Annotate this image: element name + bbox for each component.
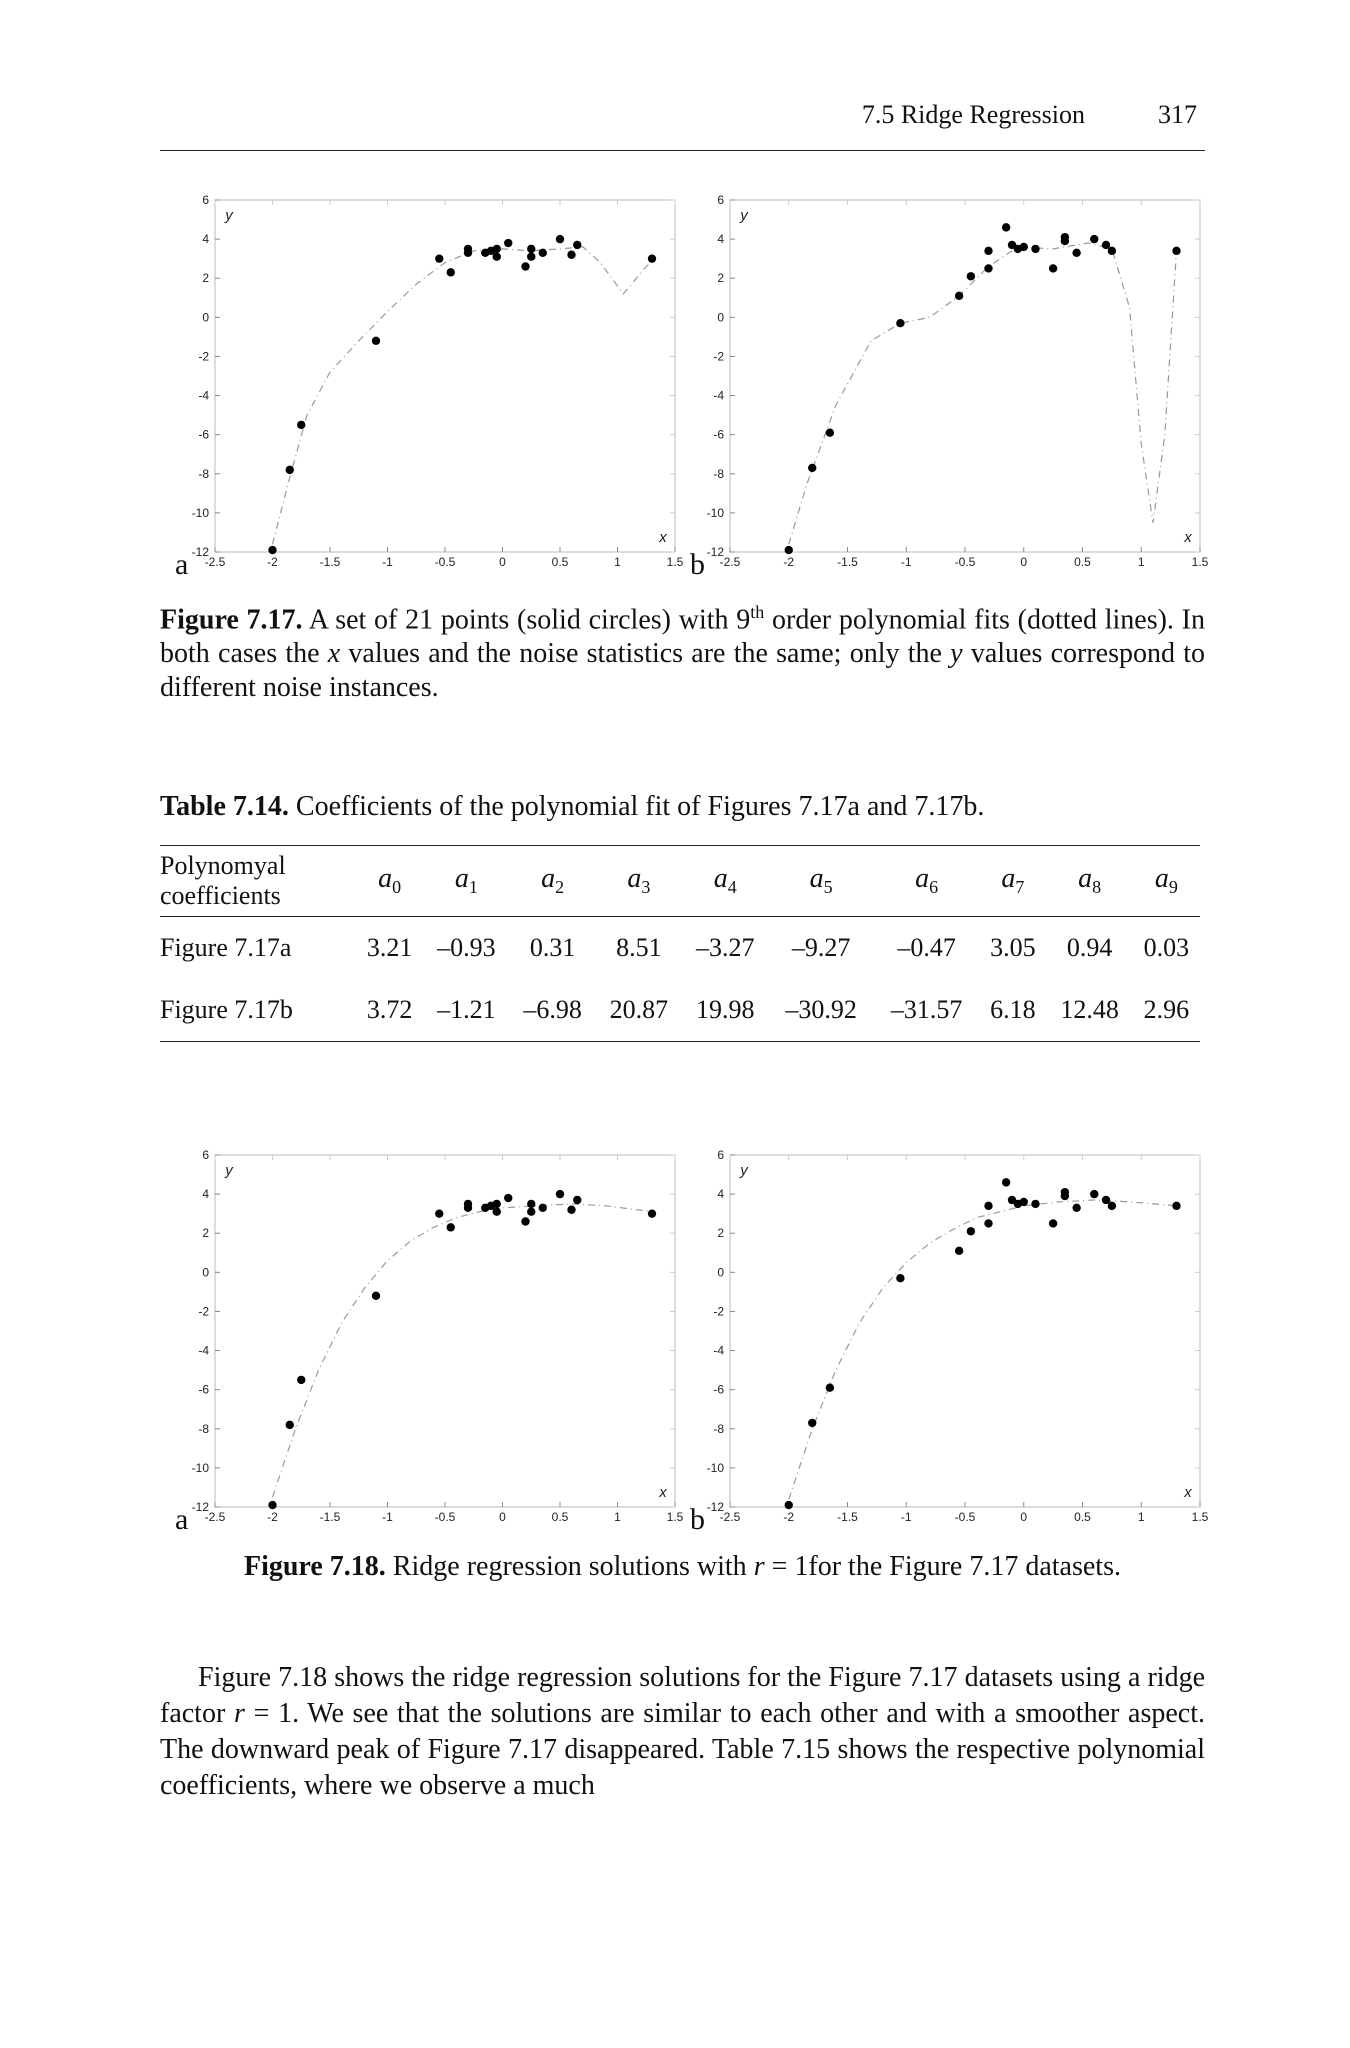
data-point [567, 1206, 575, 1214]
panel-letter: b [690, 1503, 705, 1536]
data-point [1049, 1219, 1057, 1227]
x-tick-label: -2.5 [204, 1510, 226, 1524]
data-point [527, 253, 535, 261]
x-axis-label: x [659, 529, 667, 546]
table-cell: –6.98 [523, 995, 582, 1024]
figure-7-17-caption [160, 595, 1205, 705]
caption-text: values correspond to different noise instances. [160, 638, 1205, 704]
y-tick-label: 6 [717, 1148, 724, 1162]
data-point [297, 421, 305, 429]
coef-index: 6 [929, 877, 939, 898]
data-point [808, 1419, 816, 1427]
data-point [955, 1247, 963, 1255]
data-point [521, 262, 529, 270]
header-line: Polynomyal [160, 851, 286, 880]
y-tick-label: 2 [202, 1226, 209, 1241]
x-tick-label: -0.5 [434, 1510, 456, 1524]
data-point [648, 1209, 656, 1217]
y-tick-label: -8 [713, 1421, 724, 1436]
data-point [286, 466, 294, 474]
x-tick-label: 1 [614, 555, 621, 569]
x-tick-label: -0.5 [954, 1510, 976, 1524]
data-point [808, 464, 816, 472]
data-point [1172, 1202, 1180, 1210]
coef-header [596, 846, 682, 917]
data-point [372, 1292, 380, 1300]
table-cell: –1.21 [437, 995, 496, 1024]
y-axis-label: y [740, 1162, 748, 1179]
coef-index: 0 [392, 877, 402, 898]
y-tick-label: -4 [198, 1343, 209, 1358]
table-cell: 0.94 [1066, 933, 1113, 962]
caption-text: Ridge regression solutions with [385, 1551, 754, 1582]
data-point [527, 1208, 535, 1216]
data-point [1002, 223, 1010, 231]
data-point [464, 249, 472, 257]
table-header-row [160, 846, 1200, 917]
table-cell: 6.18 [990, 995, 1036, 1024]
data-point [967, 1227, 975, 1235]
x-tick-label: 0 [499, 555, 506, 569]
y-tick-label: -4 [713, 388, 724, 403]
y-tick-label: -6 [713, 1382, 724, 1397]
y-tick-label: -4 [713, 1343, 724, 1358]
fit-curve [273, 1204, 653, 1497]
data-point [1020, 1198, 1028, 1206]
data-point [493, 1200, 501, 1208]
data-point [896, 1274, 904, 1282]
fit-curve [273, 247, 655, 544]
x-tick-label: 1.5 [666, 1510, 684, 1524]
figure-7-17a-plot [165, 190, 685, 590]
table-7-14-caption [160, 790, 1205, 824]
data-point [1061, 1192, 1069, 1200]
plot-frame [215, 1155, 675, 1507]
x-tick-label: -1.5 [837, 1510, 858, 1524]
data-point [493, 1208, 501, 1216]
x-tick-label: 0.5 [551, 555, 569, 569]
caption-variable: r [753, 1551, 765, 1582]
data-point [493, 245, 501, 253]
data-point [539, 249, 547, 257]
coef-header [768, 846, 873, 917]
y-tick-label: -2 [198, 349, 209, 364]
y-tick-label: -12 [706, 545, 724, 559]
section-title: 7.5 Ridge Regression [861, 100, 1085, 129]
figure-7-18-label: Figure 7.18. [244, 1551, 386, 1582]
coef-symbol: a [1001, 863, 1016, 895]
data-point [1020, 243, 1028, 251]
y-tick-label: -2 [713, 1304, 724, 1319]
y-tick-label: -10 [191, 1460, 209, 1475]
x-tick-label: 0.5 [1074, 555, 1091, 569]
x-tick-label: 1.5 [1191, 555, 1209, 569]
data-point [955, 292, 963, 300]
x-tick-label: -2 [783, 1510, 795, 1524]
data-point [447, 268, 455, 276]
y-tick-label: -6 [198, 427, 209, 442]
data-point [573, 241, 581, 249]
caption-text: A set of 21 points (solid circles) with 9 [302, 604, 751, 636]
data-point [1061, 237, 1069, 245]
coef-index: 2 [555, 877, 565, 898]
x-tick-label: 1 [1137, 555, 1145, 569]
y-tick-label: 6 [717, 193, 724, 207]
y-tick-label: -8 [198, 1421, 209, 1436]
plot-svg [680, 190, 1210, 590]
y-tick-label: -10 [706, 505, 724, 520]
coef-header [1046, 846, 1132, 917]
data-point [1031, 245, 1039, 253]
table-cell: 0.03 [1143, 933, 1190, 962]
data-point [1072, 1204, 1080, 1212]
y-tick-label: -12 [706, 1500, 724, 1514]
paragraph-text: = 1. We see that the solutions are similar to each other and with a smoother aspect. The downward peak of Figure 7.17 disappeared. Table 7.15 shows the respective polynomial coefficients, where we observe a much [160, 1698, 1205, 1801]
plot-svg [680, 1145, 1210, 1545]
table-7-14-label: Table 7.14. [160, 791, 289, 822]
x-tick-label: -2 [783, 555, 795, 569]
body-paragraph [160, 1660, 1205, 1804]
coef-symbol: a [809, 863, 824, 895]
coef-header [509, 846, 595, 917]
y-tick-label: 4 [717, 232, 724, 247]
table-cell: –3.27 [695, 933, 755, 962]
caption-variable: x [327, 638, 341, 670]
data-point [268, 546, 276, 554]
y-tick-label: 4 [717, 1187, 724, 1202]
coef-symbol: a [915, 863, 930, 895]
paragraph-text: Figure 7.18 shows the ridge regression solutions for the Figure 7.17 datasets using a ridge factor [160, 1662, 1205, 1729]
data-point [1172, 247, 1180, 255]
x-tick-label: 1 [614, 1510, 621, 1524]
figure-7-18b-plot [680, 1145, 1210, 1545]
table-cell: 12.48 [1060, 995, 1119, 1024]
data-point [504, 1194, 512, 1202]
coef-symbol: a [454, 863, 469, 895]
plot-frame [730, 200, 1200, 552]
data-point [1108, 247, 1116, 255]
coef-index: 9 [1168, 877, 1178, 898]
table-cell: –0.93 [437, 933, 496, 962]
x-tick-label: 1 [1137, 1510, 1145, 1524]
data-point [527, 245, 535, 253]
data-point [1049, 264, 1057, 272]
coef-index: 8 [1092, 877, 1102, 898]
y-tick-label: -8 [713, 466, 724, 481]
data-point [826, 429, 834, 437]
row-label: Figure 7.17a [160, 933, 292, 962]
table-cell: –9.27 [791, 933, 851, 962]
paragraph-variable: r [233, 1698, 245, 1729]
coef-header [979, 846, 1046, 917]
y-tick-label: 6 [202, 1148, 209, 1162]
y-tick-label: 4 [202, 1187, 209, 1202]
fit-curve [789, 1200, 1177, 1499]
y-tick-label: -4 [198, 388, 209, 403]
data-point [984, 264, 992, 272]
x-tick-label: -2.5 [719, 555, 741, 569]
x-tick-label: -2.5 [719, 1510, 741, 1524]
y-tick-label: 4 [202, 232, 209, 247]
caption-text: Coefficients of the polynomial fit of Figures 7.17a and 7.17b. [288, 791, 985, 822]
coef-symbol: a [1078, 863, 1093, 895]
y-tick-label: 0 [717, 1265, 724, 1280]
y-tick-label: -12 [191, 545, 209, 559]
data-point [493, 253, 501, 261]
caption-text: = 1for the Figure 7.17 datasets. [764, 1551, 1121, 1582]
x-tick-label: -0.5 [434, 555, 456, 569]
coef-index: 4 [727, 877, 737, 898]
table-cell: 2.96 [1143, 995, 1190, 1024]
coef-symbol: a [713, 863, 728, 895]
x-tick-label: 0 [499, 1510, 506, 1524]
data-point [1002, 1178, 1010, 1186]
data-point [297, 1376, 305, 1384]
data-point [785, 546, 793, 554]
panel-letter: a [175, 548, 189, 581]
x-axis-label: x [1184, 1484, 1192, 1501]
table-row [160, 979, 1200, 1042]
data-point [556, 235, 564, 243]
x-tick-label: -1 [382, 1510, 393, 1524]
data-point [967, 272, 975, 280]
y-tick-label: 6 [202, 193, 209, 207]
table-cell: –30.92 [785, 995, 857, 1024]
y-tick-label: -10 [191, 505, 209, 520]
data-point [984, 247, 992, 255]
x-tick-label: -2.5 [204, 555, 226, 569]
y-axis-label: y [740, 207, 748, 224]
fit-curve [789, 243, 1177, 544]
x-tick-label: 0 [1020, 1510, 1028, 1524]
data-point [1072, 249, 1080, 257]
data-point [268, 1501, 276, 1509]
data-point [1090, 235, 1098, 243]
x-tick-label: -1.5 [319, 1510, 341, 1524]
panel-letter: a [175, 1503, 189, 1536]
panel-letter: b [690, 548, 705, 581]
coef-header [1133, 846, 1200, 917]
y-tick-label: -8 [198, 466, 209, 481]
caption-text: order polynomial fits (dotted lines). In both cases the [160, 604, 1205, 670]
figure-7-18a-plot [165, 1145, 685, 1545]
caption-variable: y [950, 638, 963, 670]
table-cell: 0.31 [529, 933, 576, 962]
coef-header [874, 846, 979, 917]
table-cell: –31.57 [890, 995, 963, 1024]
x-tick-label: 1.5 [666, 555, 684, 569]
data-point [1090, 1190, 1098, 1198]
x-tick-label: 0.5 [1074, 1510, 1091, 1524]
data-point [984, 1219, 992, 1227]
caption-text: values and the noise statistics are the same; only the [340, 638, 951, 670]
table-cell: 8.51 [616, 933, 662, 962]
plot-svg [165, 1145, 685, 1545]
y-tick-label: 0 [717, 310, 724, 325]
coef-symbol: a [1154, 863, 1169, 895]
data-point [447, 1223, 455, 1231]
coef-index: 3 [641, 877, 651, 898]
x-tick-label: 0 [1020, 555, 1028, 569]
page-number: 317 [1158, 100, 1197, 129]
data-point [556, 1190, 564, 1198]
y-tick-label: 0 [202, 310, 209, 325]
y-axis-label: y [225, 1162, 233, 1179]
table-cell: 20.87 [609, 995, 669, 1024]
data-point [521, 1217, 529, 1225]
coefficients-table [160, 845, 1200, 1042]
x-tick-label: -1 [900, 1510, 912, 1524]
figure-7-17b-plot [680, 190, 1210, 590]
table-cell: –0.47 [897, 933, 956, 962]
data-point [372, 337, 380, 345]
coef-index: 7 [1015, 877, 1025, 898]
data-point [435, 1209, 443, 1217]
x-tick-label: -2 [267, 555, 278, 569]
x-axis-label: x [659, 1484, 667, 1501]
data-point [785, 1501, 793, 1509]
coef-index: 1 [468, 877, 478, 898]
y-tick-label: -10 [706, 1460, 724, 1475]
x-tick-label: -1.5 [837, 555, 858, 569]
table-cell: 19.98 [695, 995, 755, 1024]
y-tick-label: -6 [713, 427, 724, 442]
y-tick-label: -12 [191, 1500, 209, 1514]
data-point [648, 254, 656, 262]
running-header [160, 100, 1205, 151]
data-point [435, 254, 443, 262]
data-point [504, 239, 512, 247]
coef-header [423, 846, 509, 917]
y-tick-label: 2 [202, 271, 209, 286]
table-cell: 3.72 [366, 995, 413, 1024]
data-point [573, 1196, 581, 1204]
coef-index: 5 [823, 877, 833, 898]
table-cell: 3.21 [366, 933, 413, 962]
x-tick-label: -1.5 [319, 555, 341, 569]
x-tick-label: -2 [267, 1510, 278, 1524]
data-point [567, 251, 575, 259]
data-point [826, 1384, 834, 1392]
data-point [527, 1200, 535, 1208]
data-point [286, 1421, 294, 1429]
y-tick-label: -6 [198, 1382, 209, 1397]
table-row [160, 917, 1200, 980]
data-point [1108, 1202, 1116, 1210]
header-line: coefficients [160, 881, 281, 910]
table-cell: 3.05 [990, 933, 1036, 962]
data-point [464, 1204, 472, 1212]
row-label: Figure 7.17b [160, 995, 293, 1024]
y-tick-label: -2 [713, 349, 724, 364]
y-tick-label: 0 [202, 1265, 209, 1280]
x-tick-label: -1 [382, 555, 393, 569]
figure-7-18-caption [160, 1550, 1205, 1584]
y-tick-label: 2 [717, 271, 724, 286]
y-tick-label: -2 [198, 1304, 209, 1319]
x-tick-label: -0.5 [954, 555, 976, 569]
data-point [896, 319, 904, 327]
table-header-coefficients [160, 846, 356, 917]
figure-7-17-label: Figure 7.17. [160, 604, 303, 636]
x-axis-label: x [1184, 529, 1192, 546]
coef-symbol: a [378, 863, 393, 895]
plot-frame [215, 200, 675, 552]
coef-symbol: a [627, 863, 642, 895]
data-point [984, 1202, 992, 1210]
data-point [1031, 1200, 1039, 1208]
plot-svg [165, 190, 685, 590]
data-point [539, 1204, 547, 1212]
x-tick-label: -1 [900, 555, 912, 569]
caption-superscript: th [750, 602, 765, 622]
x-tick-label: 1.5 [1191, 1510, 1209, 1524]
coef-symbol: a [541, 863, 556, 895]
x-tick-label: 0.5 [551, 1510, 569, 1524]
coef-header [682, 846, 768, 917]
coef-header [356, 846, 423, 917]
y-tick-label: 2 [717, 1226, 724, 1241]
y-axis-label: y [225, 207, 233, 224]
plot-frame [730, 1155, 1200, 1507]
